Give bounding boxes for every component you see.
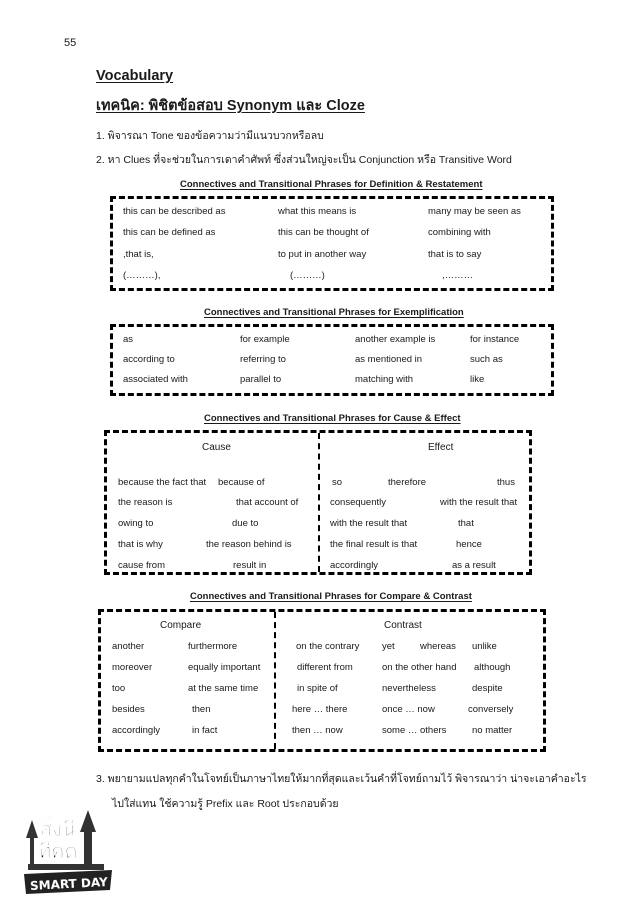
table-cell: nevertheless [382,683,436,694]
table-cell: another [112,641,145,652]
table-cell: in spite of [297,683,338,694]
cause-section-title: Connectives and Transitional Phrases for Cause & Effect [204,413,461,424]
page-number: 55 [64,37,77,49]
logo-line-1: สิ่งนี้ [40,817,76,841]
table-cell: combining with [428,227,491,238]
table-cell: (………), [123,270,161,281]
table-cell: like [470,374,485,385]
table-cell: to put in another way [278,249,367,260]
example-section-title: Connectives and Transitional Phrases for Exemplification [204,307,464,318]
table-cell: accordingly [112,725,161,736]
table-cell: cause from [118,560,165,571]
table-cell: such as [470,354,503,365]
logo-graphic [22,798,114,896]
logo-line-2: ทีคิด [38,839,78,863]
table-cell: parallel to [240,374,282,385]
table-cell: furthermore [188,641,238,652]
table-cell: owing to [118,518,154,529]
table-cell: unlike [472,641,497,652]
table-cell: thus [497,477,515,488]
table-cell: once … now [382,704,435,715]
table-cell: in fact [192,725,218,736]
table-cell: on the contrary [296,641,360,652]
table-cell: for instance [470,334,520,345]
table-cell: as a result [452,560,496,571]
table-cell: yet [382,641,395,652]
tip-item-3: 3. พยายามแปลทุกคำในโจทย์เป็นภาษาไทยให้มากที่สุดและเว้นคำที่โจทย์ถามไว้ พิจารณาว่า น่าจะเอาคำอะไร [96,773,587,785]
table-cell: no matter [472,725,513,736]
table-cell: that is to say [428,249,482,260]
table-cell: so [332,477,343,488]
table-cell: therefore [388,477,427,488]
table-cell: many may be seen as [428,206,521,217]
table-cell: according to [123,354,175,365]
table-cell: that is why [118,539,163,550]
table-cell: equally important [188,662,261,673]
contrast-header: Contrast [384,620,422,631]
table-cell: hence [456,539,482,550]
technique-heading: เทคนิค: พิชิตข้อสอบ Synonym และ Cloze [96,98,365,114]
table-cell: then … now [292,725,343,736]
table-cell: matching with [355,374,414,385]
definition-section-title: Connectives and Transitional Phrases for Definition & Restatement [180,179,483,190]
tip-item-1: 1. พิจารณา Tone ของข้อความว่ามีแนวบวกหรือลบ [96,130,324,142]
table-cell: with the result that [440,497,518,508]
table-cell: accordingly [330,560,379,571]
table-cell: different from [297,662,353,673]
table-cell: because the fact that [118,477,207,488]
table-cell: the final result is that [330,539,418,550]
table-cell: for example [240,334,290,345]
table-cell: this can be thought of [278,227,369,238]
table-cell: some … others [382,725,447,736]
table-cell: what this means is [278,206,357,217]
table-cell: due to [232,518,259,529]
table-cell: with the result that [330,518,408,529]
compare-header: Compare [160,620,202,631]
smart-day-logo [22,798,114,896]
table-cell: consequently [330,497,386,508]
table-cell: conversely [468,704,514,715]
table-cell: ,……… [442,270,474,281]
table-cell: too [112,683,126,694]
table-cell: another example is [355,334,436,345]
cause-header: Cause [202,442,231,453]
table-cell: the reason is [118,497,173,508]
table-cell: here … there [292,704,348,715]
page-heading: Vocabulary [96,68,174,84]
effect-header: Effect [428,442,454,453]
table-cell: (………) [290,270,325,281]
table-cell: on the other hand [382,662,457,673]
table-cell: referring to [240,354,286,365]
tip-item-2: 2. หา Clues ที่จะช่วยในการเดาคำศัพท์ ซึ่งส่วนใหญ่จะเป็น Conjunction หรือ Transitive Word [96,154,512,166]
table-cell: ,that is, [123,249,154,260]
table-cell: at the same time [188,683,259,694]
cause-effect-divider [318,433,320,572]
table-cell: associated with [123,374,188,385]
table-cell: that account of [236,497,299,508]
table-cell: result in [233,560,267,571]
logo-banner: SMART DAY [29,874,109,893]
table-cell: as [123,334,134,345]
table-cell: as mentioned in [355,354,423,365]
table-cell: whereas [420,641,456,652]
table-cell: the reason behind is [206,539,292,550]
table-cell: this can be defined as [123,227,216,238]
compare-contrast-divider [274,612,276,749]
table-cell: although [474,662,511,673]
table-cell: that [458,518,474,529]
table-cell: despite [472,683,503,694]
compare-section-title: Connectives and Transitional Phrases for Compare & Contrast [190,591,472,602]
table-cell: because of [218,477,265,488]
table-cell: this can be described as [123,206,226,217]
tip-item-3-continued: ไปใส่แทน ใช้ความรู้ Prefix และ Root ประกอบด้วย [112,798,339,810]
table-cell: besides [112,704,145,715]
table-cell: moreover [112,662,153,673]
table-cell: then [192,704,211,715]
